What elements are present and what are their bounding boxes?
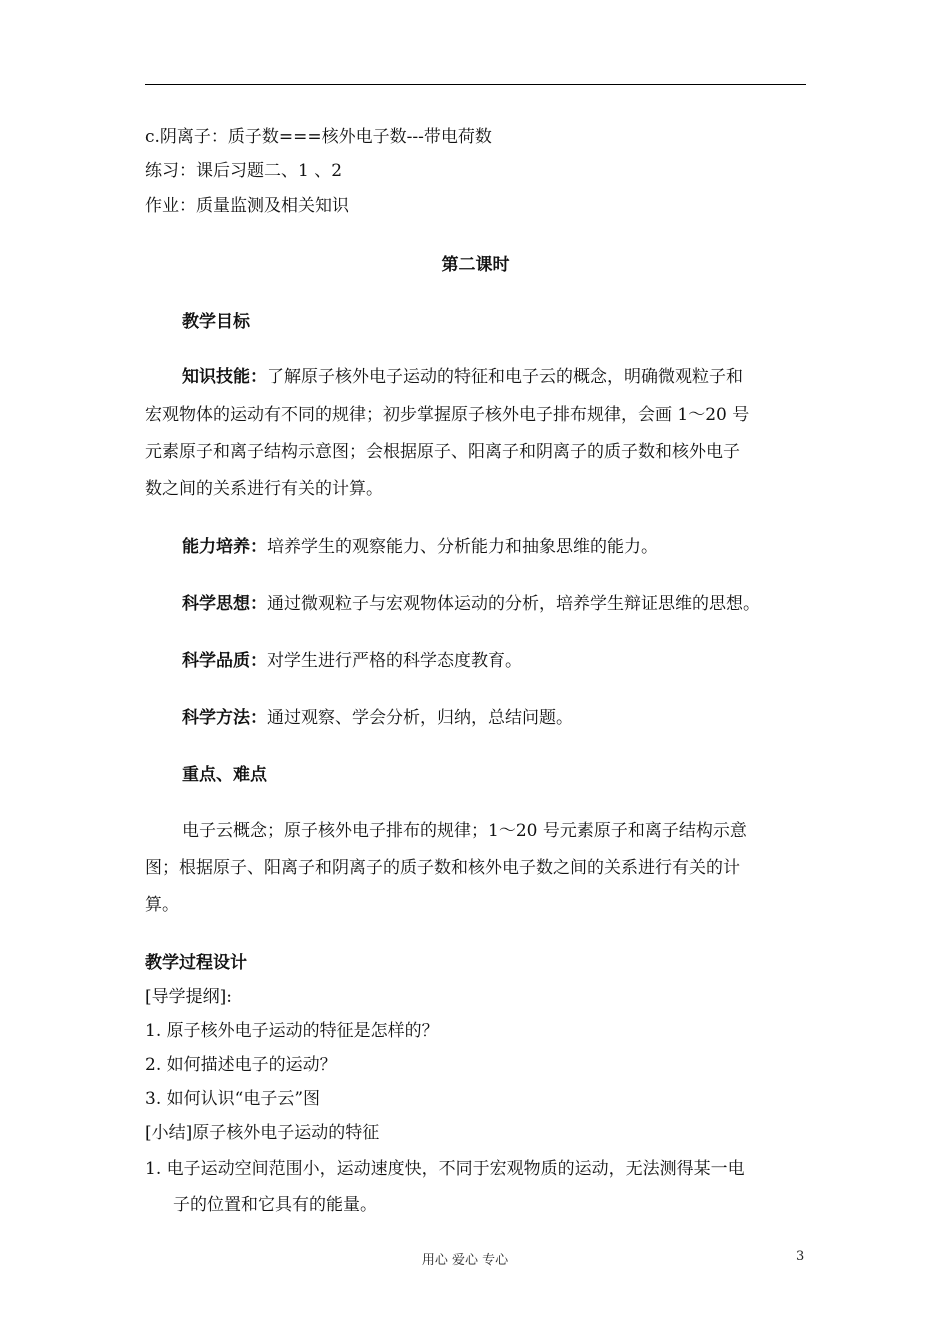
text-line-homework: 作业：质量监测及相关知识 bbox=[145, 196, 349, 216]
outline-item-3: 3. 如何认识“电子云”图 bbox=[145, 1089, 321, 1109]
method-text: 通过观察、学会分析，归纳，总结问题。 bbox=[267, 708, 573, 728]
header-rule bbox=[145, 84, 806, 85]
knowledge-line-4: 数之间的关系进行有关的计算。 bbox=[145, 479, 383, 499]
text-line-exercise: 练习：课后习题二、1 、2 bbox=[145, 161, 343, 181]
knowledge-line-1 bbox=[182, 366, 852, 388]
outline-heading: [导学提纲]: bbox=[145, 987, 232, 1007]
key-heading: 重点、难点 bbox=[182, 765, 267, 785]
footer-motto: 用心 爱心 专心 bbox=[421, 1253, 509, 1268]
text-line-anion: c.阴离子：质子数===核外电子数---带电荷数 bbox=[145, 127, 492, 147]
ability-text: 培养学生的观察能力、分析能力和抽象思维的能力。 bbox=[267, 537, 658, 557]
knowledge-line-3: 元素原子和离子结构示意图；会根据原子、阳离子和阴离子的质子数和核外电子 bbox=[145, 442, 740, 462]
ability-line bbox=[182, 536, 852, 558]
thought-text: 通过微观粒子与宏观物体运动的分析，培养学生辩证思维的思想。 bbox=[267, 594, 760, 614]
ability-label: 能力培养： bbox=[182, 537, 267, 557]
key-line-3: 算。 bbox=[145, 895, 179, 915]
thought-line bbox=[182, 593, 852, 615]
key-line-1: 电子云概念；原子核外电子排布的规律；1～20 号元素原子和离子结构示意 bbox=[182, 821, 747, 841]
page-number: 3 bbox=[796, 1249, 805, 1264]
quality-label: 科学品质： bbox=[182, 651, 267, 671]
summary-item-1-line-2: 子的位置和它具有的能量。 bbox=[173, 1195, 377, 1215]
thought-label: 科学思想： bbox=[182, 594, 267, 614]
knowledge-line-2: 宏观物体的运动有不同的规律；初步掌握原子核外电子排布规律，会画 1～20 号 bbox=[145, 405, 750, 425]
outline-item-2: 2. 如何描述电子的运动？ bbox=[145, 1055, 337, 1075]
knowledge-text-1: 了解原子核外电子运动的特征和电子云的概念，明确微观粒子和 bbox=[267, 367, 743, 387]
method-label: 科学方法： bbox=[182, 708, 267, 728]
outline-item-1: 1. 原子核外电子运动的特征是怎样的？ bbox=[145, 1021, 439, 1041]
goals-heading: 教学目标 bbox=[182, 312, 250, 332]
knowledge-label: 知识技能： bbox=[182, 367, 267, 387]
summary-item-1-line-1: 1. 电子运动空间范围小，运动速度快，不同于宏观物质的运动，无法测得某一电 bbox=[145, 1159, 745, 1179]
key-line-2: 图；根据原子、阳离子和阴离子的质子数和核外电子数之间的关系进行有关的计 bbox=[145, 858, 740, 878]
quality-text: 对学生进行严格的科学态度教育。 bbox=[267, 651, 522, 671]
lesson-title: 第二课时 bbox=[441, 255, 510, 275]
method-line bbox=[182, 707, 852, 729]
quality-line bbox=[182, 650, 852, 672]
summary-heading: [小结]原子核外电子运动的特征 bbox=[145, 1123, 380, 1143]
process-heading: 教学过程设计 bbox=[145, 953, 247, 973]
